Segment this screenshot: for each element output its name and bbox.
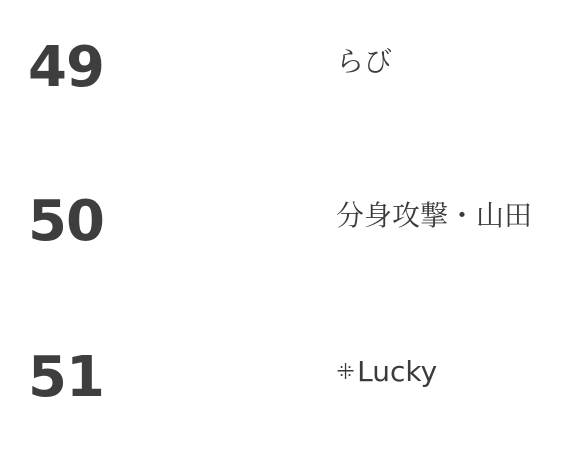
player-name [336, 352, 437, 393]
leaderboard-row[interactable] [0, 28, 568, 108]
rank-number: 49 [28, 35, 104, 100]
rank-number: 50 [28, 189, 104, 254]
player-name [336, 196, 532, 236]
player-name-text: らび [336, 45, 393, 78]
player-name [336, 42, 392, 82]
leaderboard-row[interactable] [0, 338, 568, 418]
name-decoration-glyph: ꔰ [336, 360, 356, 385]
leaderboard-row[interactable] [0, 182, 568, 262]
rank-number: 51 [28, 345, 104, 410]
player-name-text: Lucky [357, 355, 438, 388]
player-name-text: 分身攻撃・山田 [336, 199, 533, 232]
